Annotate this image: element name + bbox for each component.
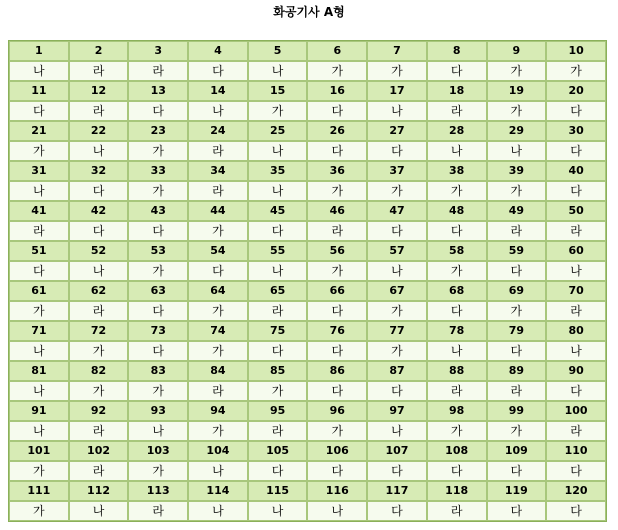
question-number-row xyxy=(9,281,606,301)
answer-cell: 다 xyxy=(248,221,308,241)
question-number-cell: 80 xyxy=(546,321,606,341)
answer-row xyxy=(9,101,606,121)
question-number-cell: 27 xyxy=(367,121,427,141)
answer-row xyxy=(9,181,606,201)
answer-cell: 라 xyxy=(546,301,606,321)
answer-cell: 라 xyxy=(487,221,547,241)
question-number-cell: 13 xyxy=(128,81,188,101)
answer-cell: 나 xyxy=(9,181,69,201)
question-number-cell: 12 xyxy=(69,81,129,101)
answer-cell: 가 xyxy=(69,341,129,361)
question-number-cell: 104 xyxy=(188,441,248,461)
question-number-cell: 39 xyxy=(487,161,547,181)
question-number-cell: 89 xyxy=(487,361,547,381)
question-number-cell: 4 xyxy=(188,41,248,61)
question-number-cell: 85 xyxy=(248,361,308,381)
answer-row xyxy=(9,341,606,361)
question-number-cell: 95 xyxy=(248,401,308,421)
answer-cell: 가 xyxy=(9,141,69,161)
answer-cell: 나 xyxy=(248,261,308,281)
question-number-cell: 88 xyxy=(427,361,487,381)
question-number-cell: 54 xyxy=(188,241,248,261)
answer-cell: 라 xyxy=(427,501,487,521)
question-number-cell: 7 xyxy=(367,41,427,61)
answer-cell: 가 xyxy=(128,181,188,201)
question-number-cell: 6 xyxy=(307,41,367,61)
question-number-cell: 79 xyxy=(487,321,547,341)
answer-cell: 나 xyxy=(427,141,487,161)
answer-row xyxy=(9,261,606,281)
question-number-cell: 81 xyxy=(9,361,69,381)
answer-cell: 다 xyxy=(128,301,188,321)
question-number-cell: 94 xyxy=(188,401,248,421)
answer-cell: 라 xyxy=(248,421,308,441)
question-number-cell: 110 xyxy=(546,441,606,461)
question-number-cell: 93 xyxy=(128,401,188,421)
answer-key-body xyxy=(9,41,606,521)
question-number-cell: 28 xyxy=(427,121,487,141)
answer-cell: 다 xyxy=(487,341,547,361)
question-number-cell: 36 xyxy=(307,161,367,181)
answer-cell: 가 xyxy=(188,301,248,321)
answer-cell: 다 xyxy=(248,461,308,481)
question-number-cell: 26 xyxy=(307,121,367,141)
question-number-cell: 113 xyxy=(128,481,188,501)
answer-cell: 라 xyxy=(427,381,487,401)
answer-cell: 라 xyxy=(128,61,188,81)
answer-row xyxy=(9,221,606,241)
question-number-cell: 56 xyxy=(307,241,367,261)
question-number-cell: 116 xyxy=(307,481,367,501)
question-number-cell: 92 xyxy=(69,401,129,421)
answer-cell: 다 xyxy=(546,141,606,161)
answer-cell: 라 xyxy=(427,101,487,121)
answer-cell: 가 xyxy=(188,421,248,441)
answer-cell: 다 xyxy=(487,461,547,481)
answer-cell: 가 xyxy=(9,461,69,481)
answer-cell: 가 xyxy=(307,421,367,441)
question-number-cell: 19 xyxy=(487,81,547,101)
question-number-cell: 63 xyxy=(128,281,188,301)
answer-cell: 나 xyxy=(427,341,487,361)
question-number-cell: 22 xyxy=(69,121,129,141)
question-number-cell: 101 xyxy=(9,441,69,461)
question-number-cell: 30 xyxy=(546,121,606,141)
question-number-cell: 83 xyxy=(128,361,188,381)
question-number-cell: 82 xyxy=(69,361,129,381)
question-number-cell: 59 xyxy=(487,241,547,261)
answer-cell: 나 xyxy=(367,101,427,121)
question-number-cell: 8 xyxy=(427,41,487,61)
answer-cell: 나 xyxy=(9,61,69,81)
answer-cell: 다 xyxy=(128,221,188,241)
question-number-cell: 99 xyxy=(487,401,547,421)
question-number-cell: 42 xyxy=(69,201,129,221)
answer-cell: 가 xyxy=(188,221,248,241)
question-number-cell: 10 xyxy=(546,41,606,61)
question-number-cell: 100 xyxy=(546,401,606,421)
answer-cell: 라 xyxy=(69,461,129,481)
answer-cell: 다 xyxy=(487,501,547,521)
answer-cell: 나 xyxy=(9,421,69,441)
question-number-cell: 105 xyxy=(248,441,308,461)
question-number-cell: 21 xyxy=(9,121,69,141)
answer-cell: 가 xyxy=(128,381,188,401)
answer-cell: 나 xyxy=(546,341,606,361)
answer-cell: 다 xyxy=(128,101,188,121)
question-number-cell: 72 xyxy=(69,321,129,341)
answer-cell: 가 xyxy=(367,181,427,201)
answer-cell: 다 xyxy=(546,181,606,201)
question-number-cell: 96 xyxy=(307,401,367,421)
answer-cell: 다 xyxy=(248,341,308,361)
question-number-cell: 119 xyxy=(487,481,547,501)
question-number-cell: 77 xyxy=(367,321,427,341)
question-number-cell: 38 xyxy=(427,161,487,181)
question-number-cell: 62 xyxy=(69,281,129,301)
question-number-cell: 29 xyxy=(487,121,547,141)
answer-cell: 다 xyxy=(367,221,427,241)
answer-cell: 라 xyxy=(188,381,248,401)
page-title: 화공기사 A형 xyxy=(273,5,345,19)
answer-cell: 가 xyxy=(367,341,427,361)
answer-cell: 가 xyxy=(367,301,427,321)
answer-row xyxy=(9,301,606,321)
answer-cell: 나 xyxy=(248,141,308,161)
answer-cell: 다 xyxy=(546,461,606,481)
question-number-cell: 75 xyxy=(248,321,308,341)
question-number-cell: 17 xyxy=(367,81,427,101)
question-number-cell: 31 xyxy=(9,161,69,181)
answer-cell: 라 xyxy=(487,381,547,401)
question-number-row xyxy=(9,201,606,221)
question-number-cell: 47 xyxy=(367,201,427,221)
answer-cell: 다 xyxy=(427,221,487,241)
answer-cell: 가 xyxy=(9,301,69,321)
answer-cell: 가 xyxy=(427,261,487,281)
answer-cell: 라 xyxy=(546,221,606,241)
answer-cell: 나 xyxy=(367,261,427,281)
answer-cell: 가 xyxy=(128,461,188,481)
question-number-cell: 71 xyxy=(9,321,69,341)
answer-key-table xyxy=(8,40,607,522)
question-number-cell: 43 xyxy=(128,201,188,221)
answer-cell: 가 xyxy=(427,181,487,201)
question-number-cell: 86 xyxy=(307,361,367,381)
question-number-row xyxy=(9,401,606,421)
answer-cell: 라 xyxy=(188,181,248,201)
answer-cell: 다 xyxy=(427,301,487,321)
answer-cell: 나 xyxy=(248,61,308,81)
answer-cell: 다 xyxy=(546,381,606,401)
question-number-cell: 111 xyxy=(9,481,69,501)
question-number-cell: 37 xyxy=(367,161,427,181)
question-number-cell: 11 xyxy=(9,81,69,101)
answer-cell: 다 xyxy=(367,141,427,161)
question-number-cell: 90 xyxy=(546,361,606,381)
answer-cell: 가 xyxy=(128,141,188,161)
question-number-cell: 117 xyxy=(367,481,427,501)
question-number-cell: 52 xyxy=(69,241,129,261)
answer-cell: 라 xyxy=(188,141,248,161)
answer-cell: 다 xyxy=(188,61,248,81)
answer-cell: 나 xyxy=(248,501,308,521)
answer-row xyxy=(9,421,606,441)
question-number-cell: 2 xyxy=(69,41,129,61)
answer-cell: 다 xyxy=(546,501,606,521)
answer-cell: 가 xyxy=(188,341,248,361)
answer-cell: 다 xyxy=(367,381,427,401)
question-number-cell: 68 xyxy=(427,281,487,301)
question-number-cell: 102 xyxy=(69,441,129,461)
question-number-cell: 20 xyxy=(546,81,606,101)
answer-cell: 나 xyxy=(307,501,367,521)
question-number-cell: 18 xyxy=(427,81,487,101)
answer-cell: 가 xyxy=(487,421,547,441)
question-number-cell: 40 xyxy=(546,161,606,181)
answer-cell: 가 xyxy=(248,381,308,401)
question-number-cell: 15 xyxy=(248,81,308,101)
question-number-cell: 33 xyxy=(128,161,188,181)
answer-cell: 다 xyxy=(307,341,367,361)
question-number-cell: 41 xyxy=(9,201,69,221)
question-number-row xyxy=(9,321,606,341)
answer-cell: 나 xyxy=(9,381,69,401)
question-number-cell: 64 xyxy=(188,281,248,301)
answer-cell: 다 xyxy=(128,341,188,361)
answer-cell: 가 xyxy=(9,501,69,521)
question-number-cell: 73 xyxy=(128,321,188,341)
answer-cell: 다 xyxy=(69,181,129,201)
question-number-cell: 24 xyxy=(188,121,248,141)
question-number-row xyxy=(9,161,606,181)
answer-row xyxy=(9,381,606,401)
question-number-cell: 74 xyxy=(188,321,248,341)
question-number-cell: 76 xyxy=(307,321,367,341)
question-number-cell: 46 xyxy=(307,201,367,221)
question-number-cell: 51 xyxy=(9,241,69,261)
question-number-cell: 87 xyxy=(367,361,427,381)
question-number-cell: 65 xyxy=(248,281,308,301)
answer-cell: 다 xyxy=(69,221,129,241)
question-number-cell: 25 xyxy=(248,121,308,141)
question-number-cell: 108 xyxy=(427,441,487,461)
question-number-cell: 49 xyxy=(487,201,547,221)
answer-cell: 나 xyxy=(69,261,129,281)
question-number-row xyxy=(9,361,606,381)
question-number-cell: 48 xyxy=(427,201,487,221)
answer-cell: 다 xyxy=(307,101,367,121)
answer-cell: 라 xyxy=(69,301,129,321)
answer-cell: 다 xyxy=(307,141,367,161)
answer-cell: 가 xyxy=(307,261,367,281)
question-number-cell: 112 xyxy=(69,481,129,501)
question-number-cell: 1 xyxy=(9,41,69,61)
answer-cell: 나 xyxy=(188,461,248,481)
answer-cell: 가 xyxy=(487,181,547,201)
answer-cell: 라 xyxy=(69,61,129,81)
question-number-cell: 16 xyxy=(307,81,367,101)
question-number-cell: 53 xyxy=(128,241,188,261)
question-number-cell: 78 xyxy=(427,321,487,341)
answer-cell: 가 xyxy=(367,61,427,81)
answer-cell: 다 xyxy=(307,301,367,321)
answer-cell: 다 xyxy=(9,261,69,281)
answer-cell: 나 xyxy=(69,501,129,521)
answer-cell: 나 xyxy=(69,141,129,161)
question-number-cell: 120 xyxy=(546,481,606,501)
question-number-cell: 109 xyxy=(487,441,547,461)
question-number-cell: 57 xyxy=(367,241,427,261)
answer-cell: 가 xyxy=(546,61,606,81)
answer-cell: 가 xyxy=(128,261,188,281)
answer-row xyxy=(9,141,606,161)
question-number-cell: 32 xyxy=(69,161,129,181)
question-number-cell: 55 xyxy=(248,241,308,261)
answer-cell: 라 xyxy=(307,221,367,241)
answer-cell: 라 xyxy=(546,421,606,441)
answer-cell: 다 xyxy=(307,381,367,401)
answer-cell: 라 xyxy=(9,221,69,241)
question-number-cell: 115 xyxy=(248,481,308,501)
answer-cell: 가 xyxy=(307,61,367,81)
question-number-cell: 107 xyxy=(367,441,427,461)
answer-cell: 라 xyxy=(69,101,129,121)
answer-cell: 나 xyxy=(188,101,248,121)
question-number-cell: 34 xyxy=(188,161,248,181)
answer-cell: 나 xyxy=(367,421,427,441)
question-number-cell: 58 xyxy=(427,241,487,261)
question-number-cell: 114 xyxy=(188,481,248,501)
answer-cell: 다 xyxy=(487,261,547,281)
question-number-cell: 70 xyxy=(546,281,606,301)
answer-cell: 다 xyxy=(9,101,69,121)
answer-cell: 나 xyxy=(9,341,69,361)
answer-cell: 나 xyxy=(128,421,188,441)
answer-cell: 다 xyxy=(427,61,487,81)
answer-cell: 가 xyxy=(487,301,547,321)
answer-cell: 가 xyxy=(487,61,547,81)
question-number-cell: 50 xyxy=(546,201,606,221)
question-number-cell: 106 xyxy=(307,441,367,461)
question-number-row xyxy=(9,481,606,501)
question-number-cell: 3 xyxy=(128,41,188,61)
answer-cell: 가 xyxy=(487,101,547,121)
question-number-cell: 60 xyxy=(546,241,606,261)
question-number-row xyxy=(9,241,606,261)
question-number-cell: 14 xyxy=(188,81,248,101)
answer-row xyxy=(9,61,606,81)
question-number-cell: 66 xyxy=(307,281,367,301)
answer-cell: 가 xyxy=(69,381,129,401)
question-number-row xyxy=(9,441,606,461)
question-number-cell: 44 xyxy=(188,201,248,221)
answer-row xyxy=(9,461,606,481)
answer-cell: 라 xyxy=(128,501,188,521)
question-number-cell: 5 xyxy=(248,41,308,61)
question-number-cell: 98 xyxy=(427,401,487,421)
question-number-row xyxy=(9,121,606,141)
question-number-cell: 67 xyxy=(367,281,427,301)
answer-cell: 나 xyxy=(487,141,547,161)
answer-cell: 라 xyxy=(69,421,129,441)
question-number-cell: 35 xyxy=(248,161,308,181)
answer-row xyxy=(9,501,606,521)
question-number-cell: 84 xyxy=(188,361,248,381)
question-number-cell: 118 xyxy=(427,481,487,501)
answer-cell: 다 xyxy=(188,261,248,281)
question-number-cell: 9 xyxy=(487,41,547,61)
question-number-cell: 91 xyxy=(9,401,69,421)
answer-cell: 다 xyxy=(427,461,487,481)
answer-cell: 나 xyxy=(546,261,606,281)
question-number-row xyxy=(9,81,606,101)
question-number-cell: 23 xyxy=(128,121,188,141)
question-number-cell: 103 xyxy=(128,441,188,461)
answer-cell: 나 xyxy=(188,501,248,521)
answer-cell: 가 xyxy=(248,101,308,121)
answer-cell: 다 xyxy=(367,501,427,521)
answer-cell: 가 xyxy=(307,181,367,201)
question-number-cell: 69 xyxy=(487,281,547,301)
answer-cell: 가 xyxy=(427,421,487,441)
answer-cell: 라 xyxy=(248,301,308,321)
question-number-cell: 97 xyxy=(367,401,427,421)
question-number-cell: 61 xyxy=(9,281,69,301)
answer-cell: 다 xyxy=(367,461,427,481)
question-number-row xyxy=(9,41,606,61)
answer-cell: 나 xyxy=(248,181,308,201)
answer-cell: 다 xyxy=(546,101,606,121)
question-number-cell: 45 xyxy=(248,201,308,221)
answer-cell: 다 xyxy=(307,461,367,481)
